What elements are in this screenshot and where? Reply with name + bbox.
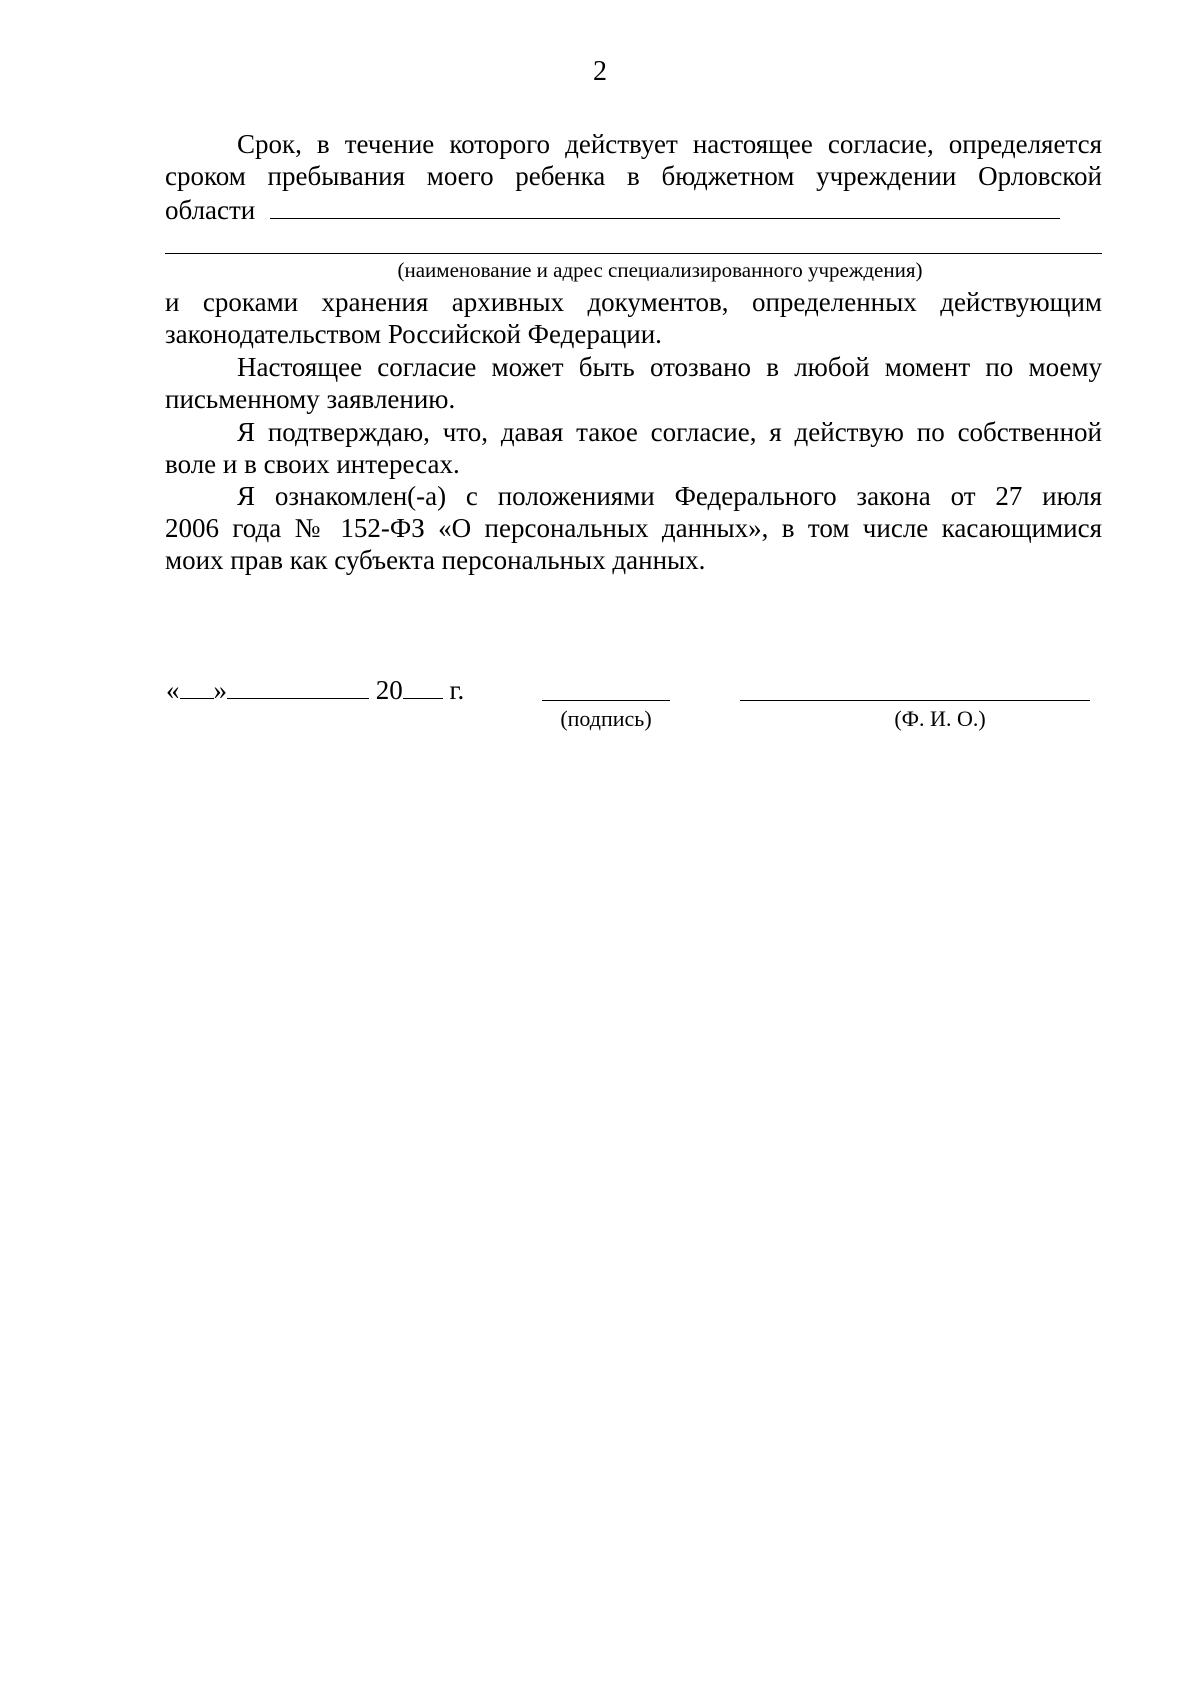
paragraph-line: и сроками хранения архивных документов, определенных действующим <box>165 287 1102 317</box>
page-number: 2 <box>593 56 607 87</box>
year-blank[interactable] <box>403 674 443 699</box>
year-prefix: 20 <box>375 675 403 705</box>
paragraph-line: сроком пребывания моего ребенка в бюджетном учреждении Орловской <box>165 161 1102 191</box>
paragraph-archive-term <box>165 286 1102 350</box>
paragraph-revocation <box>165 351 1102 415</box>
institution-blank-line-1[interactable] <box>270 192 1060 219</box>
paragraph-line: моих прав как субъекта персональных данных. <box>165 545 706 575</box>
full-name-blank[interactable] <box>740 700 1090 701</box>
day-blank[interactable] <box>180 674 214 699</box>
paragraph-line: Я ознакомлен(-а) с положениями Федерального закона от 27 июля <box>237 481 1102 511</box>
paragraph-consent-term <box>165 128 1102 224</box>
paragraph-line: Срок, в течение которого действует настоящее согласие, определяется <box>237 129 1102 159</box>
quote-close: » <box>213 675 227 705</box>
paragraph-line: 2006 года № 152-ФЗ «О персональных данных», в том числе касающимися <box>165 513 1102 543</box>
signature-blank[interactable] <box>542 700 670 701</box>
paragraph-line: письменному заявлению. <box>165 384 456 414</box>
month-blank[interactable] <box>227 674 369 699</box>
paragraph-law-acknowledgement <box>165 480 1102 576</box>
region-label: области <box>165 195 256 225</box>
quote-open: « <box>166 675 180 705</box>
paragraph-confirmation <box>165 416 1102 480</box>
signature-caption: (подпись) <box>560 706 652 731</box>
institution-caption: (наименование и адрес специализированного учреждения) <box>397 258 923 282</box>
paragraph-line: Настоящее согласие может быть отозвано в любой момент по моему <box>237 352 1102 382</box>
date-field <box>166 674 464 706</box>
institution-blank-line-2[interactable] <box>165 253 1102 254</box>
paragraph-line: воле и в своих интересах. <box>165 449 460 479</box>
year-suffix: г. <box>449 675 465 705</box>
paragraph-line: Я подтверждаю, что, давая такое согласие, я действую по собственной <box>237 417 1102 447</box>
paragraph-line: законодательством Российской Федерации. <box>165 319 662 349</box>
paragraph-line-with-blank <box>165 192 1102 224</box>
full-name-caption: (Ф. И. О.) <box>894 706 986 731</box>
